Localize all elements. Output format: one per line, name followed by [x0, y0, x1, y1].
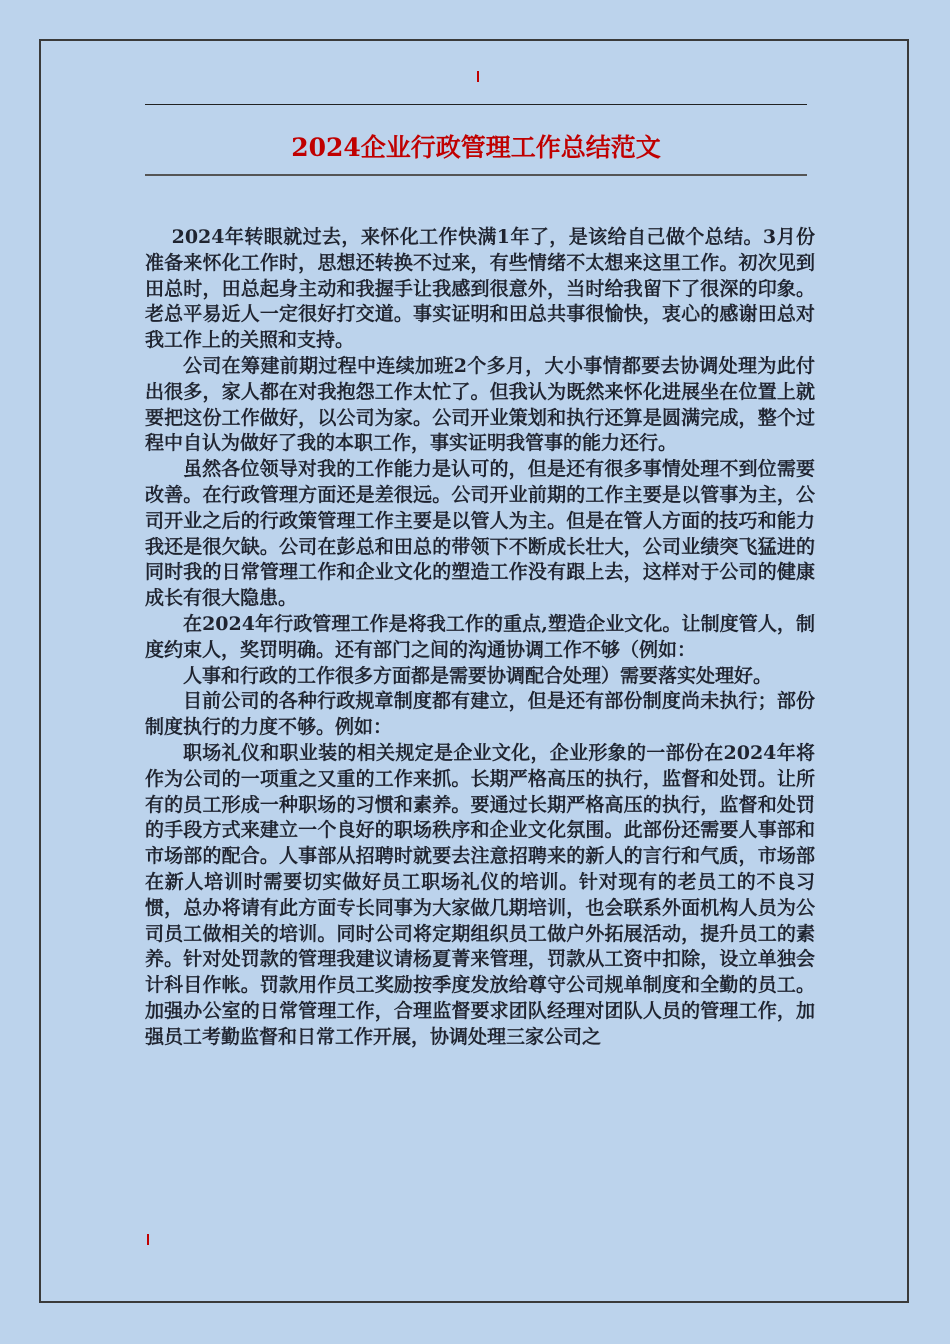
paragraph: 虽然各位领导对我的工作能力是认可的，但是还有很多事情处理不到位需要改善。在行政管理方面还是差很远。公司开业前期的工作主要是以管事为主，公司开业之后的行政策管理工作主要是以管人为主。但是在管人方面的技巧和能力我还是很欠缺。公司在彭总和田总的带领下不断成长壮大，公司业绩突飞猛进的同时我的日常管理工作和企业文化的塑造工作没有跟上去，这样对于公司的健康成长有很大隐患。 — [145, 458, 815, 610]
paragraph: 在2024年行政管理工作是将我工作的重点,塑造企业文化。让制度管人，制度约束人，奖罚明确。还有部门之间的沟通协调工作不够（例如： — [145, 612, 815, 661]
document-page — [39, 39, 909, 1303]
document-body — [145, 225, 815, 1051]
footer-marker — [147, 1234, 149, 1245]
paragraph: 人事和行政的工作很多方面都是需要协调配合处理）需要落实处理好。 — [183, 664, 773, 687]
paragraph: 2024年转眼就过去，来怀化工作快满1年了，是该给自己做个总结。3月份准备来怀化工作时，思想还转换不过来，有些情绪不太想来这里工作。初次见到田总时，田总起身主动和我握手让我感到很意外，当时给我留下了很深的印象。老总平易近人一定很好打交道。事实证明和田总共事很愉快，衷心的感谢田总对我工作上的关照和支持。 — [145, 226, 815, 352]
header-rule — [145, 104, 807, 105]
document-title: 2024企业行政管理工作总结范文 — [291, 133, 661, 162]
paragraph: 职场礼仪和职业装的相关规定是企业文化，企业形象的一部份在2024年将作为公司的一项重之又重的工作来抓。长期严格高压的执行，监督和处罚。让所有的员工形成一种职场的习惯和素养。要通过长期严格高压的执行，监督和处罚的手段方式来建立一个良好的职场秩序和企业文化氛围。此部份还需要人事部和市场部的配合。人事部从招聘时就要去注意招聘来的新人的言行和气质，市场部在新人培训时需要切实做好员工职场礼仪的培训。针对现有的老员工的不良习惯，总办将请有此方面专长同事为大家做几期培训，也会联系外面机构人员为公司员工做相关的培训。同时公司将定期组织员工做户外拓展活动，提升员工的素养。针对处罚款的管理我建议请杨夏菁来管理，罚款从工资中扣除，设立单独会计科目作帐。罚款用作员工奖励按季度发放给尊守公司规单制度和全勤的员工。加强办公室的日常管理工作，合理监督要求团队经理对团队人员的管理工作，加强员工考勤监督和日常工作开展，协调处理三家公司之 — [145, 741, 815, 1048]
title-rule — [145, 174, 807, 176]
header-marker — [477, 71, 479, 82]
paragraph: 目前公司的各种行政规章制度都有建立，但是还有部份制度尚未执行；部份制度执行的力度不够。例如： — [145, 690, 815, 739]
paragraph: 公司在筹建前期过程中连续加班2个多月，大小事情都要去协调处理为此付出很多，家人都在对我抱怨工作太忙了。但我认为既然来怀化进展坐在位置上就要把这份工作做好，以公司为家。公司开业策划和执行还算是圆满完成，整个过程中自认为做好了我的本职工作，事实证明我管事的能力还行。 — [145, 354, 815, 455]
